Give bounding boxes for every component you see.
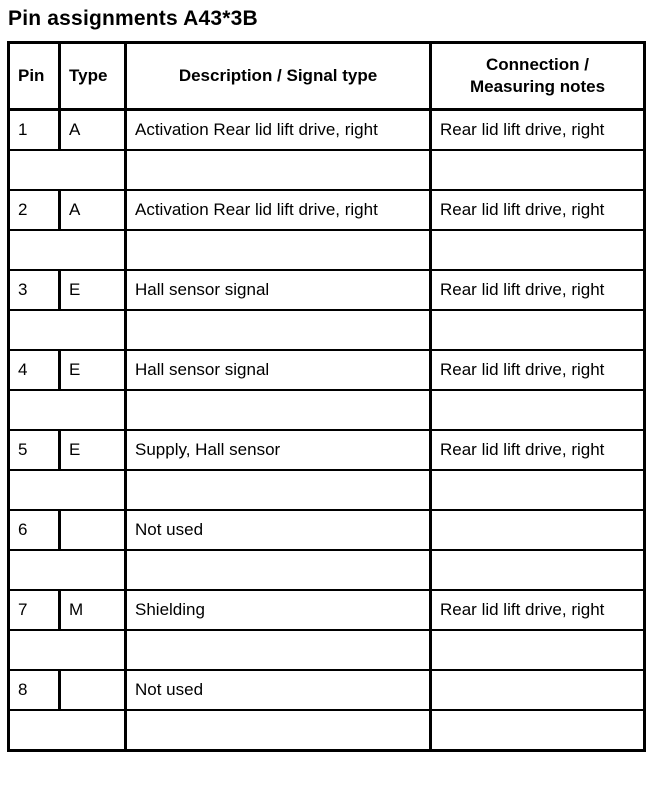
table-row [9,350,645,390]
header-pin: Pin [9,43,60,110]
header-description: Description / Signal type [126,43,431,110]
notes-cell: Rear lid lift drive, right [431,590,645,630]
page-title: Pin assignments A43*3B [8,7,258,30]
spacer-cell [126,710,431,751]
type-cell: A [60,110,126,151]
notes-cell: Rear lid lift drive, right [431,270,645,310]
type-cell [60,670,126,710]
spacer-cell [126,150,431,190]
notes-cell: Rear lid lift drive, right [431,430,645,470]
description-cell: Shielding [126,590,431,630]
description-cell: Hall sensor signal [126,270,431,310]
spacer-cell [9,710,126,751]
spacer-cell [9,310,126,350]
spacer-cell [431,310,645,350]
description-cell: Not used [126,510,431,550]
pin-cell: 2 [9,190,60,230]
description-cell: Activation Rear lid lift drive, right [126,190,431,230]
notes-cell [431,670,645,710]
table-row [9,590,645,630]
spacer-cell [9,630,126,670]
spacer-cell [431,630,645,670]
table-row [9,430,645,470]
header-connection-line2: Measuring notes [469,77,606,96]
table-row [9,270,645,310]
spacer-row [9,310,645,350]
spacer-row [9,550,645,590]
header-type: Type [60,43,126,110]
type-cell [60,510,126,550]
spacer-cell [9,550,126,590]
pin-cell: 8 [9,670,60,710]
spacer-row [9,230,645,270]
notes-cell: Rear lid lift drive, right [431,350,645,390]
header-connection [431,43,645,110]
spacer-cell [126,310,431,350]
spacer-cell [9,150,126,190]
spacer-cell [126,470,431,510]
spacer-cell [431,230,645,270]
header-connection-line1: Connection / [486,55,589,74]
type-cell: E [60,270,126,310]
type-cell: E [60,350,126,390]
pin-cell: 1 [9,110,60,151]
pin-assignment-table [7,41,646,752]
pin-cell: 6 [9,510,60,550]
spacer-row [9,150,645,190]
pin-cell: 4 [9,350,60,390]
spacer-row [9,710,645,751]
table-row [9,110,645,151]
spacer-row [9,470,645,510]
table-row [9,190,645,230]
description-cell: Hall sensor signal [126,350,431,390]
description-cell: Not used [126,670,431,710]
table-row [9,670,645,710]
spacer-row [9,390,645,430]
pin-cell: 3 [9,270,60,310]
spacer-cell [431,390,645,430]
spacer-cell [126,550,431,590]
description-cell: Supply, Hall sensor [126,430,431,470]
spacer-cell [9,470,126,510]
spacer-cell [9,390,126,430]
spacer-cell [126,230,431,270]
type-cell: M [60,590,126,630]
spacer-cell [126,630,431,670]
spacer-cell [9,230,126,270]
notes-cell: Rear lid lift drive, right [431,190,645,230]
pin-cell: 7 [9,590,60,630]
type-cell: E [60,430,126,470]
notes-cell: Rear lid lift drive, right [431,110,645,151]
spacer-row [9,630,645,670]
spacer-cell [431,470,645,510]
table-header-row [9,43,645,110]
notes-cell [431,510,645,550]
description-cell: Activation Rear lid lift drive, right [126,110,431,151]
table-row [9,510,645,550]
spacer-cell [431,150,645,190]
pin-cell: 5 [9,430,60,470]
spacer-cell [431,550,645,590]
spacer-cell [126,390,431,430]
spacer-cell [431,710,645,751]
type-cell: A [60,190,126,230]
